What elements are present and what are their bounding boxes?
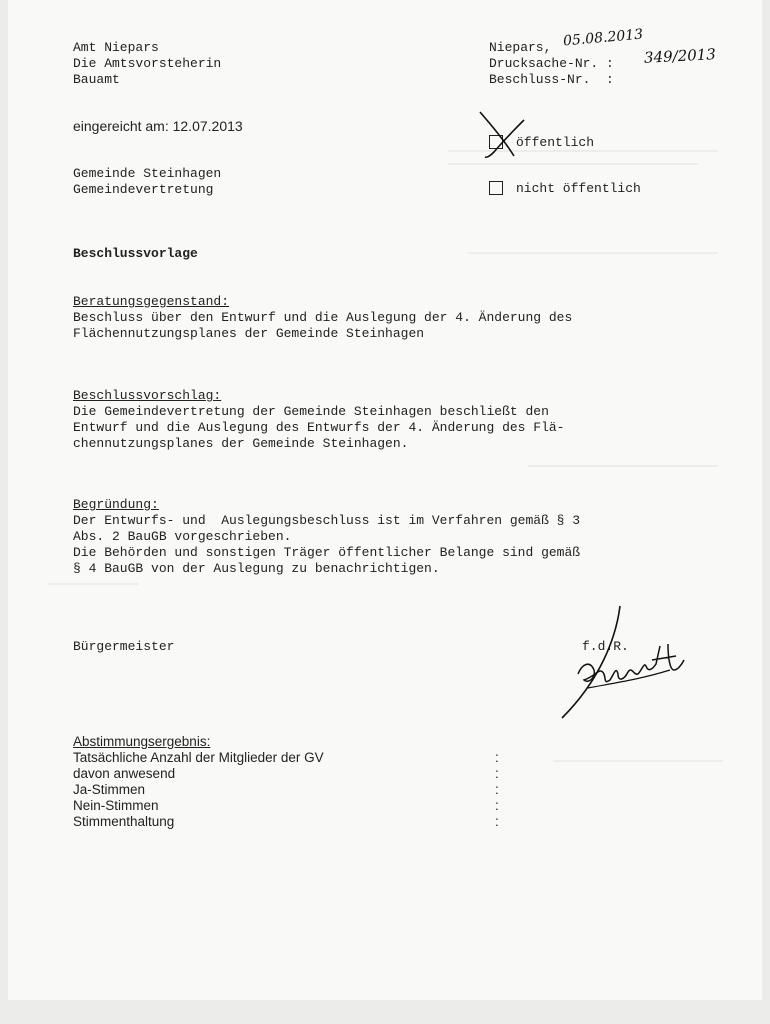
scanned-page — [8, 0, 762, 1000]
vote-row-label: Ja-Stimmen — [73, 782, 146, 797]
vote-row-label: Nein-Stimmen — [73, 798, 159, 813]
vote-row-label: Tatsächliche Anzahl der Mitglieder der GV — [73, 750, 324, 765]
recipient-line: Gemeinde Steinhagen — [73, 166, 222, 181]
sender-line: Bauamt — [73, 72, 120, 87]
drucksache-label: Drucksache-Nr. : — [489, 56, 614, 71]
vote-row-colon: : — [495, 798, 499, 813]
vote-row-label: Stimmenthaltung — [73, 814, 175, 829]
handwritten-signature — [548, 600, 698, 722]
submitted-date-line: eingereicht am: 12.07.2013 — [73, 118, 243, 134]
reasoning-text-line: § 4 BauGB von der Auslegung zu benachrichtigen. — [73, 561, 440, 576]
place-label: Niepars, — [489, 40, 552, 55]
reasoning-text-line: Der Entwurfs- und Auslegungsbeschluss ist im Verfahren gemäß § 3 — [73, 513, 581, 528]
reasoning-text-line: Abs. 2 BauGB vorgeschrieben. — [73, 529, 292, 544]
sender-line: Amt Niepars — [73, 40, 159, 55]
vote-heading: Abstimmungsergebnis: — [73, 734, 211, 749]
bleed-through-mark — [553, 760, 723, 762]
reasoning-heading: Begründung: — [73, 497, 159, 512]
vote-row-colon: : — [495, 750, 499, 765]
cross-mark-icon — [478, 108, 536, 160]
subject-text-line: Flächennutzungsplanes der Gemeinde Steinhagen — [73, 326, 425, 341]
subject-heading: Beratungsgegenstand: — [73, 294, 230, 309]
document-title: Beschlussvorlage — [73, 246, 198, 261]
proposal-heading: Beschlussvorschlag: — [73, 388, 222, 403]
proposal-text-line: Die Gemeindevertretung der Gemeinde Steinhagen beschließt den — [73, 404, 549, 419]
bleed-through-mark — [448, 163, 698, 165]
reasoning-text-line: Die Behörden und sonstigen Träger öffentlicher Belange sind gemäß — [73, 545, 581, 560]
signatory-title: Bürgermeister — [73, 639, 175, 654]
handwritten-drucksache-number: 349/2013 — [643, 45, 717, 67]
vote-row-label: davon anwesend — [73, 766, 176, 781]
nonpublic-label: nicht öffentlich — [516, 181, 641, 196]
bleed-through-mark — [468, 252, 718, 254]
beschluss-label: Beschluss-Nr. : — [489, 72, 614, 87]
bleed-through-mark — [528, 465, 718, 467]
handwritten-date: 05.08.2013 — [562, 26, 644, 50]
subject-text-line: Beschluss über den Entwurf und die Auslegung der 4. Änderung des — [73, 310, 573, 325]
public-label: öffentlich — [516, 135, 595, 150]
proposal-text-line: Entwurf und die Auslegung des Entwurfs der 4. Änderung des Flä- — [73, 420, 565, 435]
nonpublic-checkbox — [489, 181, 503, 195]
proposal-text-line: chennutzungsplanes der Gemeinde Steinhagen. — [73, 436, 409, 451]
vote-row-colon: : — [495, 814, 499, 829]
fdr-note: f.d.R. — [582, 639, 629, 654]
bleed-through-mark — [48, 583, 138, 585]
sender-line: Die Amtsvorsteherin — [73, 56, 222, 71]
vote-row-colon: : — [495, 766, 499, 781]
vote-row-colon: : — [495, 782, 499, 797]
recipient-line: Gemeindevertretung — [73, 182, 214, 197]
